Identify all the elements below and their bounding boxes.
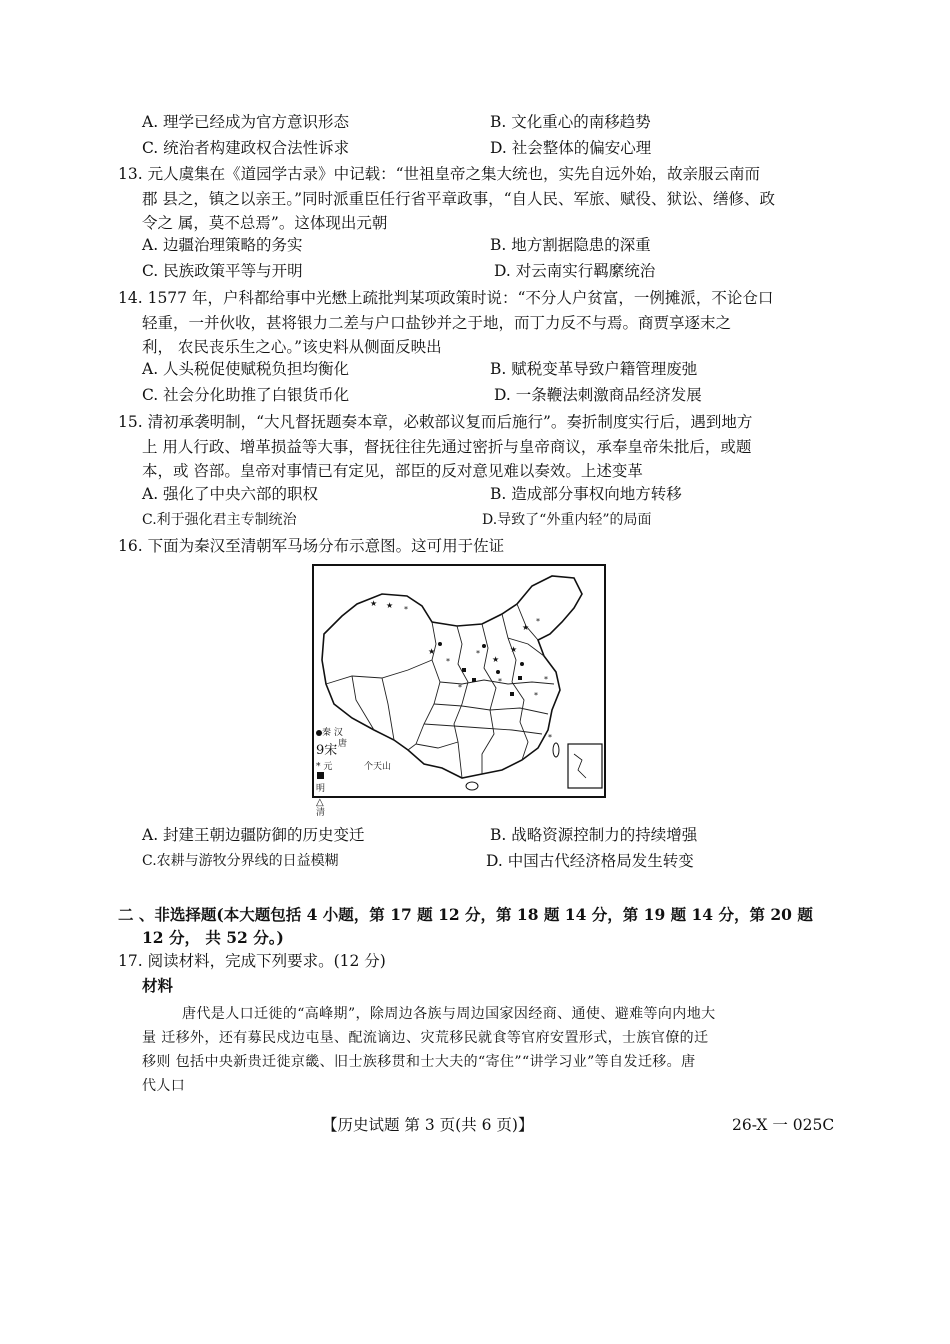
marker-star: ★ [428,647,436,656]
marker-star: * [404,605,408,614]
q15-stem-line-3: 本，或 咨部。皇帝对事情已有定见，部臣的反对意见难以奏效。上述变革 [142,462,643,480]
marker-star: * [458,683,462,692]
marker-star: ★ [492,655,500,664]
q12-option-b: B. 文化重心的南移趋势 [490,113,651,131]
q14-stem-line-2: 轻重，一并伙收，甚将银力二差与户口盐钞并之于地，而丁力反不与焉。商贾享逐末之 [142,314,732,332]
south-china-sea-inset [568,744,602,788]
section-2-heading-line-2: 12 分， 共 52 分。) [142,928,284,947]
marker-star: ★ [510,645,518,654]
legend-yuan: * 元 [316,762,333,772]
marker-dot [520,662,524,666]
marker-dot [438,642,442,646]
q13-option-d: D. 对云南实行羁縻统治 [494,262,656,280]
q13-stem-line-2: 郡 县之，镇之以亲王。”同时派重臣任行省平章政事，“自人民、军旅、赋役、狱讼、缮修、政 [142,190,776,208]
q15-stem-line-2: 上 用人行政、增革损益等大事，督抚往往先通过密折与皇帝商议，承奉皇帝朱批后，或题 [142,438,752,456]
q14-stem-line-3: 利， 农民丧乐生之心。”该史料从侧面反映出 [142,338,442,356]
marker-star: ★ [522,623,530,632]
q15-option-a: A. 强化了中央六部的职权 [142,485,319,503]
q17-material-line-4: 代人口 [142,1078,186,1094]
q16-option-a: A. 封建王朝边疆防御的历史变迁 [142,826,365,844]
q13-option-a: A. 边疆治理策略的务实 [142,236,303,254]
q16-option-d: D. 中国古代经济格局发生转变 [486,852,694,870]
q17-material-line-1: 唐代是人口迁徙的“高峰期”，除周边各族与周边国家因经商、通使、避难等向内地大 [182,1006,716,1022]
marker-square [510,692,514,696]
q14-stem-line-1: 14. 1577 年，户科都给事中光懋上疏批判某项政策时说：“不分人户贫富，一例摊派，不论仓口 [118,289,774,307]
triangle-icon: △ [316,797,324,808]
marker-star: * [446,657,450,666]
q17-stem: 17. 阅读材料，完成下列要求。(12 分) [118,952,386,970]
q16-stem: 16. 下面为秦汉至清朝军马场分布示意图。这可用于佐证 [118,537,505,555]
taiwan-island [553,743,559,757]
q14-option-d: D. 一条鞭法刺激商品经济发展 [494,386,702,404]
q12-option-d: D. 社会整体的偏安心理 [490,139,652,157]
q17-material-title: 材料 [142,976,174,995]
marker-star: * [498,677,502,686]
legend-qin-han: 秦 汉 [322,728,343,738]
marker-star: * [476,649,480,658]
marker-star: * [536,617,540,626]
section-2-heading-line-1: 二 、非选择题(本大题包括 4 小题，第 17 题 12 分，第 18 题 14 分，第 19 题 14 分，第 20 题 [118,905,813,924]
marker-dot [482,644,486,648]
q17-material-line-3: 移则 包括中央新贵迁徙京畿、旧士族移贯和士大夫的“寄住”“讲学习业”等自发迁移。唐 [142,1054,696,1070]
marker-star: * [544,675,548,684]
marker-star: ★ [370,599,378,608]
q15-option-d: D.导致了“外重内轻”的局面 [482,512,652,528]
q15-stem-line-1: 15. 清初承袭明制，“大凡督抚题奏本章，必敕部议复而后施行”。奏折制度实行后，遇到地方 [118,413,753,431]
legend-tang: 唐 [338,739,348,749]
marker-star: ★ [386,601,394,610]
hainan-island [466,782,478,790]
page-footer-title: 【历史试题 第 3 页(共 6 页)】 [322,1116,534,1134]
marker-square [472,678,476,682]
map-label-tianshan: 个天山 [364,762,392,772]
q13-option-c: C. 民族政策平等与开明 [142,262,303,280]
q16-option-b: B. 战略资源控制力的持续增强 [490,826,698,844]
q13-option-b: B. 地方割据隐患的深重 [490,236,651,254]
legend-qing: 清 [316,808,326,818]
legend-square-icon [317,772,324,779]
q12-option-c: C. 统治者构建政权合法性诉求 [142,139,350,157]
q14-option-a: A. 人头税促使赋税负担均衡化 [142,360,350,378]
page-footer-code: 26-X 一 025C [732,1116,835,1134]
legend-ming: 明 [316,784,326,794]
q16-option-c: C.农耕与游牧分界线的日益模糊 [142,853,339,869]
q15-option-b: B. 造成部分事权向地方转移 [490,485,682,503]
q12-option-a: A. 理学已经成为官方意识形态 [142,113,350,131]
q15-option-c: C.利于强化君主专制统治 [142,512,297,528]
q14-option-c: C. 社会分化助推了白银货币化 [142,386,350,404]
marker-dot [496,670,500,674]
legend-song: 9宋 [316,743,338,758]
horse-farm-distribution-map [312,564,606,798]
marker-star: * [534,691,538,700]
q13-stem-line-3: 令之 属，莫不总焉”。这体现出元朝 [142,214,388,232]
q14-option-b: B. 赋税变革导致户籍管理废弛 [490,360,698,378]
q17-material-line-2: 量 迁移外，还有募民戍边屯垦、配流谪边、灾荒移民就食等官府安置形式，士族官僚的迁 [142,1030,709,1046]
q13-stem-line-1: 13. 元人虞集在《道园学古录》中记载：“世祖皇帝之集大统也，实先自远外始，故亲服云南而 [118,165,761,183]
marker-star: * [548,733,552,742]
marker-square [462,668,466,672]
marker-square [518,676,522,680]
